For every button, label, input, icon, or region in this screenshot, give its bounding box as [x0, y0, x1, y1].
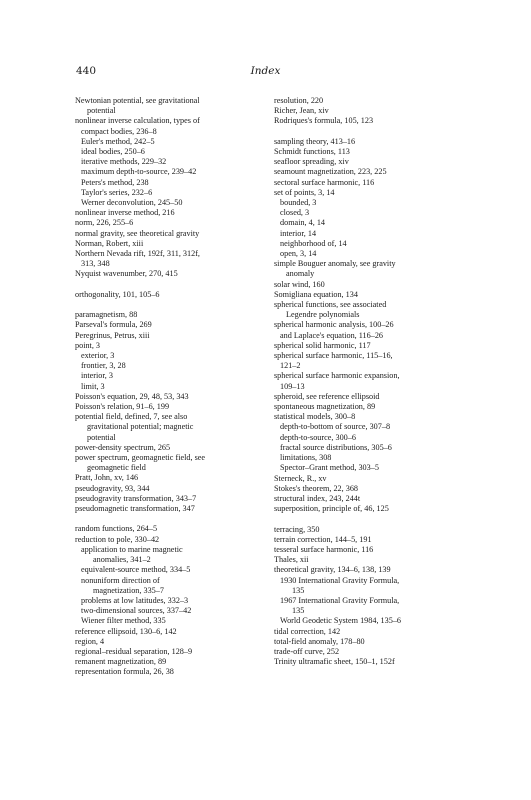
- index-entry: anomaly: [286, 269, 315, 279]
- index-entry: structural index, 243, 244t: [274, 493, 361, 503]
- index-entry: 135: [292, 585, 305, 595]
- section-gap: [75, 514, 260, 524]
- index-entry: total-field anomaly, 178–80: [274, 636, 365, 646]
- index-entry: point, 3: [75, 340, 101, 350]
- index-entry: spherical surface harmonic expansion,: [274, 371, 400, 381]
- index-entry: Euler's method, 242–5: [81, 136, 155, 146]
- section-gap: [274, 127, 464, 137]
- section-gap: [274, 514, 464, 524]
- index-entry: domain, 4, 14: [280, 218, 326, 228]
- index-entry: random functions, 264–5: [75, 524, 158, 534]
- index-entry: compact bodies, 236–8: [81, 126, 157, 136]
- index-entry: iterative methods, 229–32: [81, 157, 167, 167]
- index-entry: 313, 348: [81, 259, 110, 269]
- index-entry: resolution, 220: [274, 96, 324, 105]
- index-entry: terrain correction, 144–5, 191: [274, 534, 372, 544]
- index-entry: simple Bouguer anomaly, see gravity: [274, 259, 396, 269]
- index-entry: spheroid, see reference ellipsoid: [274, 391, 380, 401]
- index-entry: open, 3, 14: [280, 249, 317, 259]
- index-entry: Nyquist wavenumber, 270, 415: [75, 269, 178, 279]
- index-entry: application to marine magnetic: [81, 544, 183, 554]
- index-entry: Northern Nevada rift, 192f, 311, 312f,: [75, 249, 200, 259]
- index-entry: Poisson's relation, 91–6, 199: [75, 402, 170, 412]
- index-entry: Thales, xii: [274, 555, 309, 565]
- index-entry: terracing, 350: [274, 524, 320, 534]
- index-entry: bounded, 3: [280, 198, 317, 208]
- index-column-left: [75, 96, 260, 678]
- index-entry: Schmidt functions, 113: [274, 147, 350, 156]
- index-entry: interior, 14: [280, 228, 317, 238]
- index-entry: two-dimensional sources, 337–42: [81, 606, 192, 616]
- index-entry: maximum depth-to-source, 239–42: [81, 167, 197, 177]
- index-entry: sampling theory, 413–16: [274, 136, 356, 146]
- index-entry: Somigliana equation, 134: [274, 289, 358, 299]
- index-entry: spherical solid harmonic, 117: [274, 340, 371, 350]
- index-entry: power-density spectrum, 265: [75, 442, 171, 452]
- index-entry: pseudogravity transformation, 343–7: [75, 493, 197, 503]
- index-entry: limit, 3: [81, 381, 105, 391]
- index-entry: theoretical gravity, 134–6, 138, 139: [274, 565, 391, 575]
- index-entry: interior, 3: [81, 371, 113, 381]
- index-entry: Richer, Jean, xiv: [274, 106, 329, 116]
- index-entry: paramagnetism, 88: [75, 310, 138, 320]
- index-entry: anomalies, 341–2: [93, 555, 151, 565]
- index-entry: representation formula, 26, 38: [75, 667, 174, 677]
- index-entry: Stokes's theorem, 22, 368: [274, 483, 359, 493]
- index-entry: remanent magnetization, 89: [75, 657, 167, 667]
- index-entry: Pratt, John, xv, 146: [75, 473, 139, 483]
- index-entry: equivalent-source method, 334–5: [81, 565, 191, 575]
- index-entry: magnetization, 335–7: [93, 585, 164, 595]
- index-entry: superposition, principle of, 46, 125: [274, 504, 389, 514]
- index-entry: tesseral surface harmonic, 116: [274, 544, 374, 554]
- index-entry: Legendre polynomials: [286, 310, 360, 320]
- index-entry: depth-to-source, 300–6: [280, 432, 356, 442]
- index-entry: nonlinear inverse calculation, types of: [75, 116, 200, 126]
- index-entry: solar wind, 160: [274, 279, 325, 289]
- index-entry: Taylor's series, 232–6: [81, 187, 153, 197]
- index-entry: Peters's method, 238: [81, 177, 149, 187]
- index-entry: pseudomagnetic transformation, 347: [75, 504, 195, 514]
- index-entry: gravitational potential; magnetic: [87, 422, 194, 432]
- index-entry: spherical harmonic analysis, 100–26: [274, 320, 394, 330]
- index-entry: statistical models, 300–8: [274, 412, 356, 422]
- index-entry: nonuniform direction of: [81, 575, 160, 585]
- index-entry: sectoral surface harmonic, 116: [274, 177, 375, 187]
- index-entry: seafloor spreading, xiv: [274, 157, 349, 167]
- index-entry: region, 4: [75, 636, 105, 646]
- index-entry: depth-to-bottom of source, 307–8: [280, 422, 391, 432]
- index-entry: 1930 International Gravity Formula,: [280, 575, 400, 585]
- index-entry: geomagnetic field: [87, 463, 146, 473]
- index-entry: Parseval's formula, 269: [75, 320, 152, 330]
- index-entry: Trinity ultramafic sheet, 150–1, 152f: [274, 657, 395, 667]
- index-entry: Spector–Grant method, 303–5: [280, 463, 379, 473]
- running-head: Index: [250, 65, 281, 77]
- index-entry: regional–residual separation, 128–9: [75, 646, 193, 656]
- index-entry: spontaneous magnetization, 89: [274, 402, 376, 412]
- index-entry: Newtonian potential, see gravitational: [75, 96, 200, 105]
- index-entry: Werner deconvolution, 245–50: [81, 198, 183, 208]
- index-entry: problems at low latitudes, 332–3: [81, 595, 189, 605]
- index-entry: Wiener filter method, 335: [81, 616, 166, 626]
- section-gap: [75, 280, 260, 290]
- index-entry: potential: [87, 106, 116, 116]
- index-entry: spherical functions, see associated: [274, 300, 387, 310]
- index-entry: Rodriques's formula, 105, 123: [274, 116, 374, 126]
- index-entry: norm, 226, 255–6: [75, 218, 134, 228]
- index-entry: set of points, 3, 14: [274, 187, 335, 197]
- index-entry: Peregrinus, Petrus, xiii: [75, 330, 150, 340]
- index-entry: closed, 3: [280, 208, 310, 218]
- index-entry: frontier, 3, 28: [81, 361, 126, 371]
- index-entry: 121–2: [280, 361, 301, 371]
- index-entry: power spectrum, geomagnetic field, see: [75, 453, 206, 463]
- page-number: 440: [76, 65, 97, 77]
- index-entry: nonlinear inverse method, 216: [75, 208, 175, 218]
- index-entry: 1967 International Gravity Formula,: [280, 595, 400, 605]
- index-entry: spherical surface harmonic, 115–16,: [274, 351, 393, 361]
- index-entry: Norman, Robert, xiii: [75, 238, 144, 248]
- index-entry: pseudogravity, 93, 344: [75, 483, 150, 493]
- index-entry: ideal bodies, 250–6: [81, 147, 145, 157]
- index-entry: Poisson's equation, 29, 48, 53, 343: [75, 391, 189, 401]
- index-entry: potential: [87, 432, 116, 442]
- index-entry: potential field, defined, 7, see also: [75, 412, 188, 422]
- index-entry: seamount magnetization, 223, 225: [274, 167, 387, 177]
- index-entry: reference ellipsoid, 130–6, 142: [75, 626, 177, 636]
- index-entry: reduction to pole, 330–42: [75, 534, 160, 544]
- index-entry: limitations, 308: [280, 453, 332, 463]
- index-entry: exterior, 3: [81, 351, 115, 361]
- index-entry: 135: [292, 606, 305, 616]
- index-entry: and Laplace's equation, 116–26: [280, 330, 384, 340]
- index-column-right: [274, 96, 464, 667]
- index-entry: World Geodetic System 1984, 135–6: [280, 616, 402, 626]
- index-entry: normal gravity, see theoretical gravity: [75, 228, 200, 238]
- index-entry: tidal correction, 142: [274, 626, 341, 636]
- index-entry: trade-off curve, 252: [274, 646, 340, 656]
- index-entry: orthogonality, 101, 105–6: [75, 289, 160, 299]
- index-entry: Sterneck, R., xv: [274, 473, 327, 483]
- index-entry: neighborhood of, 14: [280, 238, 347, 248]
- index-entry: fractal source distributions, 305–6: [280, 442, 392, 452]
- section-gap: [75, 300, 260, 310]
- index-entry: 109–13: [280, 381, 305, 391]
